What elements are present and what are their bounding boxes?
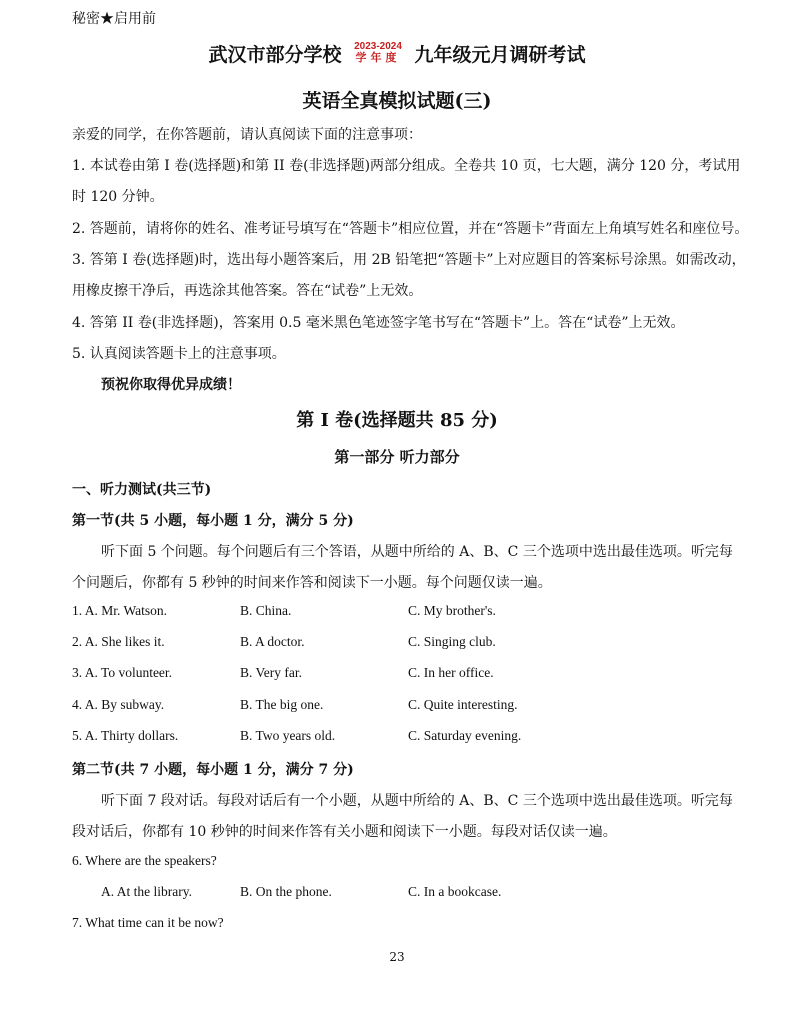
q1-option-a: 1. A. Mr. Watson. xyxy=(72,603,168,618)
q5-option-c: C. Saturday evening. xyxy=(408,728,522,743)
school-year-label: 学年度 xyxy=(355,51,401,64)
section-2-instruction-line-1: 听下面 7 段对话。每段对话后有一个小题，从题中所给的 A、B、C 三个选项中选出最佳选项。听完每 xyxy=(101,793,733,809)
notice-item-1-line-2: 时 120 分钟。 xyxy=(72,189,164,205)
section-2-heading: 第二节(共 7 小题，每小题 1 分，满分 7 分) xyxy=(72,762,354,778)
notice-item-1-line-1: 1. 本试卷由第 I 卷(选择题)和第 II 卷(非选择题)两部分组成。全卷共 10 页，七大题，满分 120 分，考试用 xyxy=(72,158,741,174)
notice-item-3-line-1: 3. 答第 I 卷(选择题)时，选出每小题答案后，用 2B 铅笔把“答题卡”上对应题目的答案标号涂黑。如需改动， xyxy=(72,252,746,268)
q2-option-c: C. Singing club. xyxy=(408,634,496,649)
q7-question: 7. What time can it be now? xyxy=(72,915,224,930)
q6-option-b: B. On the phone. xyxy=(240,884,332,899)
volume-title: 第 I 卷(选择题共 85 分) xyxy=(296,410,498,431)
q4-option-a: 4. A. By subway. xyxy=(72,697,165,712)
exam-name: 九年级元月调研考试 xyxy=(414,44,586,66)
q3-option-a: 3. A. To volunteer. xyxy=(72,665,173,680)
q5-option-a: 5. A. Thirty dollars. xyxy=(72,728,179,743)
q4-option-b: B. The big one. xyxy=(240,697,324,712)
q3-option-c: C. In her office. xyxy=(408,665,494,680)
q2-option-b: B. A doctor. xyxy=(240,634,305,649)
confidential-label: 秘密★启用前 xyxy=(72,11,156,27)
exam-subtitle: 英语全真模拟试题(三) xyxy=(302,90,492,112)
good-luck-wish: 预祝你取得优异成绩！ xyxy=(101,377,241,393)
section-1-heading: 第一节(共 5 小题，每小题 1 分，满分 5 分) xyxy=(72,513,354,529)
year-range: 2023-2024 xyxy=(354,41,402,53)
q1-option-b: B. China. xyxy=(240,603,292,618)
q6-option-a: A. At the library. xyxy=(101,884,192,899)
notice-item-5: 5. 认真阅读答题卡上的注意事项。 xyxy=(72,346,286,362)
section-1-instruction-line-1: 听下面 5 个问题。每个问题后有三个答语，从题中所给的 A、B、C 三个选项中选出最佳选项。听完每 xyxy=(101,544,733,560)
notice-intro: 亲爱的同学，在你答题前，请认真阅读下面的注意事项： xyxy=(72,127,422,143)
section-title: 一、听力测试(共三节) xyxy=(72,482,212,498)
page-number: 23 xyxy=(389,950,405,964)
notice-item-3-line-2: 用橡皮擦干净后，再选涂其他答案。答在“试卷”上无效。 xyxy=(72,283,423,299)
q6-question: 6. Where are the speakers? xyxy=(72,853,217,868)
notice-item-4: 4. 答第 II 卷(非选择题)，答案用 0.5 毫米黑色笔迹签字笔书写在“答题卡”上。答在“试卷”上无效。 xyxy=(72,315,685,331)
q2-option-a: 2. A. She likes it. xyxy=(72,634,165,649)
exam-title xyxy=(0,40,794,67)
q6-option-c: C. In a bookcase. xyxy=(408,884,502,899)
school-name: 武汉市部分学校 xyxy=(208,44,342,66)
notice-item-2: 2. 答题前，请将你的姓名、准考证号填写在“答题卡”相应位置，并在“答题卡”背面左上角填写姓名和座位号。 xyxy=(72,221,749,237)
section-2-instruction-line-2: 段对话后，你都有 10 秒钟的时间来作答有关小题和阅读下一小题。每段对话仅读一遍。 xyxy=(72,824,617,840)
q1-option-c: C. My brother's. xyxy=(408,603,496,618)
q4-option-c: C. Quite interesting. xyxy=(408,697,518,712)
part-title: 第一部分 听力部分 xyxy=(334,448,460,466)
school-year-stamp xyxy=(354,42,402,64)
q5-option-b: B. Two years old. xyxy=(240,728,336,743)
q3-option-b: B. Very far. xyxy=(240,665,302,680)
section-1-instruction-line-2: 个问题后，你都有 5 秒钟的时间来作答和阅读下一小题。每个问题仅读一遍。 xyxy=(72,575,552,591)
